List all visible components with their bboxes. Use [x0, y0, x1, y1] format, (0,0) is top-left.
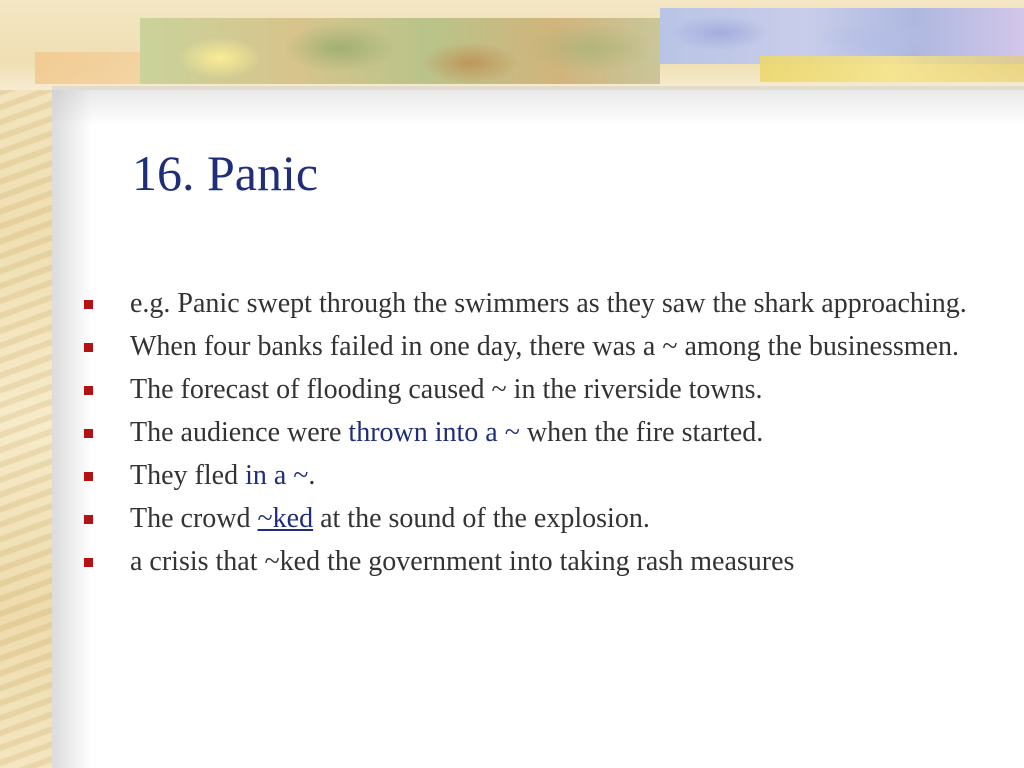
bullet-text: They fled — [130, 460, 246, 491]
square-bullet-icon — [84, 343, 93, 352]
square-bullet-icon — [84, 558, 93, 567]
banner-yellow-band — [760, 56, 1024, 82]
bullet-text: at the sound of the explosion. — [313, 503, 650, 534]
bullet-text: The audience were — [130, 417, 349, 448]
banner-shadow — [52, 86, 1024, 126]
bullet-text: a crisis that ~ked the government into taking rash measures — [130, 546, 795, 577]
square-bullet-icon — [84, 386, 93, 395]
banner-leaves-image — [140, 18, 660, 84]
hyperlink-phrase[interactable]: ~ked — [257, 503, 314, 534]
bullet-item — [84, 286, 984, 321]
bullet-text: when the fire started. — [519, 417, 764, 448]
highlighted-phrase: in a ~ — [245, 460, 309, 491]
bullet-text: The forecast of flooding caused ~ in the riverside towns. — [130, 374, 763, 405]
bullet-item — [84, 544, 984, 579]
top-decorative-banner — [0, 0, 1024, 90]
square-bullet-icon — [84, 300, 93, 309]
left-decorative-strip — [0, 0, 52, 768]
bullet-text: e.g. Panic swept through the swimmers as they saw the shark approaching. — [130, 288, 967, 319]
bullet-text: When four banks failed in one day, there was a ~ among the businessmen. — [130, 331, 959, 362]
square-bullet-icon — [84, 472, 93, 481]
highlighted-phrase: thrown into a ~ — [348, 417, 520, 448]
bullet-item — [84, 458, 984, 493]
bullet-text: . — [308, 460, 316, 491]
square-bullet-icon — [84, 429, 93, 438]
bullet-item — [84, 372, 984, 407]
bullet-list — [84, 286, 984, 587]
bullet-text: The crowd — [130, 503, 258, 534]
bullet-item — [84, 329, 984, 364]
square-bullet-icon — [84, 515, 93, 524]
bullet-item — [84, 501, 984, 536]
bullet-item — [84, 415, 984, 450]
slide-title: 16. Panic — [132, 145, 319, 201]
